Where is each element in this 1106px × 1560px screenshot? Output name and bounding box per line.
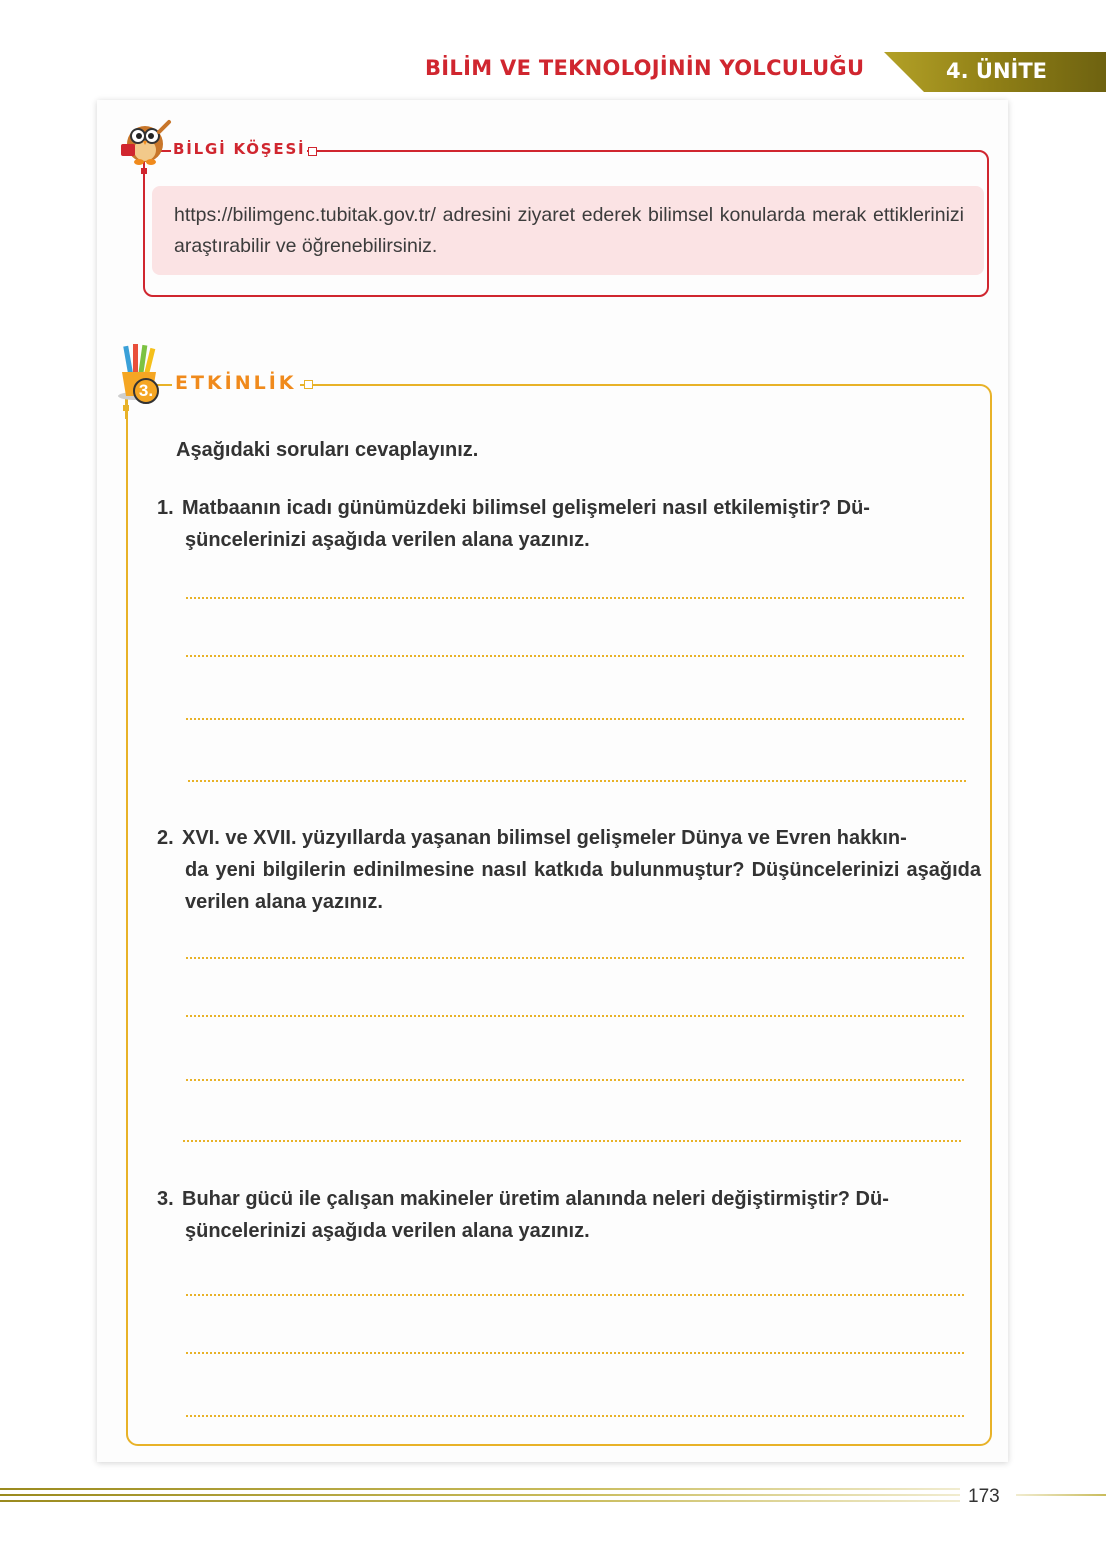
footer-rule xyxy=(0,1488,960,1490)
question-text-continued: da yeni bilgilerin edinilmesine nasıl katkıda bulunmuştur? Düşüncelerinizi aşağıda verilen alana yazınız. xyxy=(185,859,981,913)
activity-label: ETKİNLİK xyxy=(172,372,300,394)
info-label-square xyxy=(308,147,317,156)
activity-label-square xyxy=(304,380,313,389)
activity-number: 3. xyxy=(133,378,159,404)
question-text-continued: şüncelerinizi aşağıda verilen alana yazınız. xyxy=(185,1220,590,1242)
activity-instruction: Aşağıdaki soruları cevaplayınız. xyxy=(176,439,479,461)
answer-line[interactable] xyxy=(188,780,966,782)
footer-rule xyxy=(0,1500,960,1502)
answer-line[interactable] xyxy=(186,597,964,599)
answer-line[interactable] xyxy=(183,1140,961,1142)
question-text-continued: şüncelerinizi aşağıda verilen alana yazınız. xyxy=(185,529,590,551)
question-text: XVI. ve XVII. yüzyıllarda yaşanan bilimsel gelişmeler Dünya ve Evren hakkın- xyxy=(182,827,907,849)
footer-rule xyxy=(0,1494,960,1496)
question-text: Buhar gücü ile çalışan makineler üretim alanında neleri değiştirmiştir? Dü- xyxy=(182,1188,889,1210)
answer-line[interactable] xyxy=(186,1079,964,1081)
answer-line[interactable] xyxy=(186,655,964,657)
question-2 xyxy=(157,822,981,918)
question-number: 3. xyxy=(157,1188,174,1210)
question-3 xyxy=(157,1183,981,1247)
question-number: 1. xyxy=(157,497,174,519)
answer-line[interactable] xyxy=(186,1352,964,1354)
footer-rule-right xyxy=(1016,1494,1106,1496)
answer-line[interactable] xyxy=(186,957,964,959)
unit-tab xyxy=(884,52,1106,92)
question-number: 2. xyxy=(157,827,174,849)
answer-line[interactable] xyxy=(186,1015,964,1017)
answer-line[interactable] xyxy=(186,1415,964,1417)
answer-line[interactable] xyxy=(186,1294,964,1296)
answer-line[interactable] xyxy=(186,718,964,720)
info-text: https://bilimgenc.tubitak.gov.tr/ adresini ziyaret ederek bilimsel konularda merak ettiklerinizi araştırabilir ve öğrenebilirsiniz. xyxy=(174,204,964,257)
question-text: Matbaanın icadı günümüzdeki bilimsel gelişmeleri nasıl etkilemiştir? Dü- xyxy=(182,497,870,519)
info-box-label: BİLGİ KÖŞESİ xyxy=(173,140,306,158)
page-number: 173 xyxy=(968,1486,1000,1507)
question-1 xyxy=(157,492,981,556)
chapter-title: BİLİM VE TEKNOLOJİNİN YOLCULUĞU xyxy=(425,56,865,80)
owl-icon xyxy=(119,114,175,166)
unit-label: 4. ÜNİTE xyxy=(946,59,1048,83)
